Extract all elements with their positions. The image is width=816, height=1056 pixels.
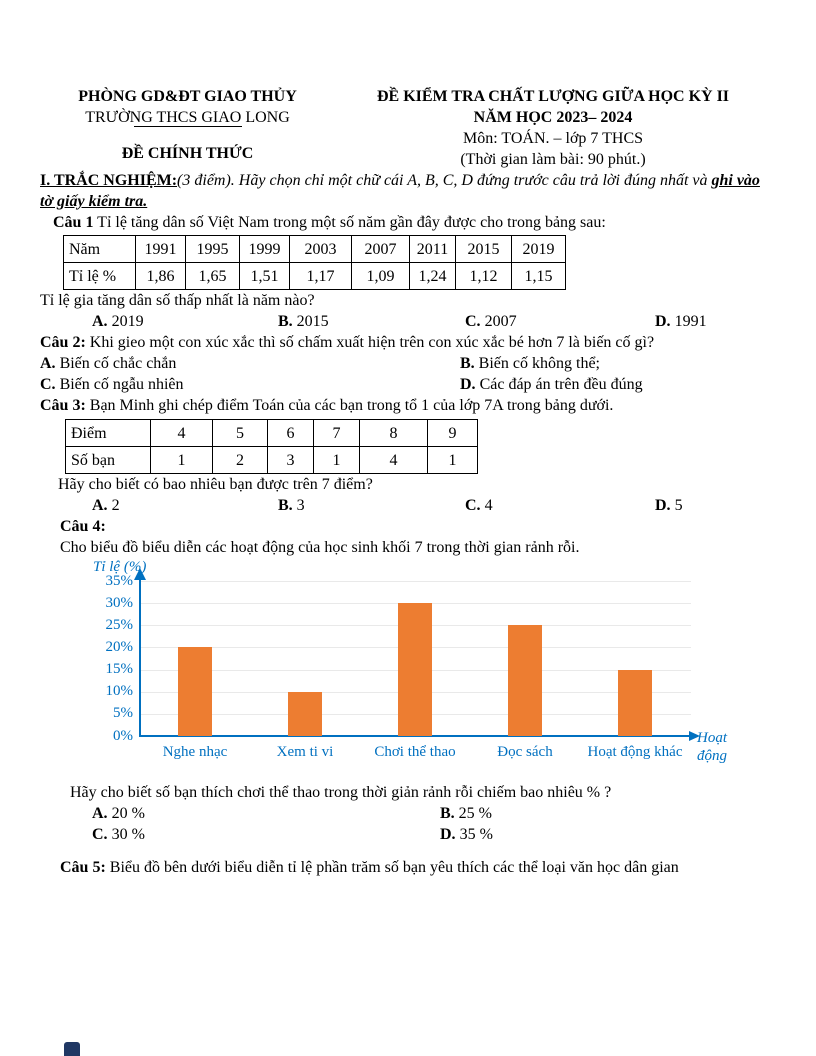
q3-option-d-letter: D. (655, 497, 671, 514)
question-5-text: Biểu đồ bên dưới biểu diễn tỉ lệ phần trăm số bạn yêu thích các thể loại văn học dân gian (105, 859, 679, 876)
chart-y-tick-label: 30% (105, 594, 133, 611)
q2-option-d-text: Các đáp án trên đều đúng (475, 376, 643, 393)
q4-option-b (440, 803, 771, 824)
q4-option-b-text: 25 % (454, 805, 492, 822)
q2-option-d (460, 374, 771, 395)
q2-option-a-letter: A. (40, 355, 56, 372)
table-cell: 4 (360, 447, 428, 474)
next-figure-fragment (64, 1042, 80, 1056)
question-4-prompt: Hãy cho biết số bạn thích chơi thể thao trong thời giản rảnh rỗi chiếm bao nhiêu % ? (70, 784, 612, 801)
chart-y-tick-label: 5% (113, 705, 133, 722)
section-heading-label: I. TRẮC NGHIỆM: (40, 172, 178, 189)
q4-option-a-text: 20 % (107, 805, 145, 822)
table-cell: 6 (268, 420, 314, 447)
chart-category-label: Nghe nhạc (162, 744, 228, 760)
table-cell: 1,09 (352, 263, 410, 290)
q4-option-a-letter: A. (92, 805, 108, 822)
table-cell: 5 (213, 420, 268, 447)
chart-y-tick-label: 15% (105, 661, 133, 678)
chart-gridline (141, 581, 691, 582)
chart-y-tick-label: 0% (113, 727, 133, 744)
section-instructions-emphasis: ghi vào tờ giấy kiểm tra. (40, 172, 760, 210)
chart-category-label: Đọc sách (497, 744, 553, 760)
q2-option-a-text: Biến cố chắc chắn (55, 355, 177, 372)
q3-option-b-letter: B. (278, 497, 293, 514)
table-row (64, 263, 566, 290)
activities-bar-chart (85, 561, 785, 776)
chart-bar (288, 692, 322, 736)
table-cell: 1,15 (512, 263, 566, 290)
question-5-label: Câu 5: (60, 859, 106, 876)
table-cell: 8 (360, 420, 428, 447)
section-heading (40, 170, 771, 212)
q3-option-a (92, 495, 278, 516)
exam-title: ĐỀ KIỂM TRA CHẤT LƯỢNG GIỮA HỌC KỲ II (376, 88, 730, 105)
q3-option-b (278, 495, 465, 516)
school-year: NĂM HỌC 2023– 2024 (473, 109, 633, 126)
q2-option-b-letter: B. (460, 355, 475, 372)
question-1-text: Tỉ lệ tăng dân số Việt Nam trong một số năm gần đây được cho trong bảng sau: (93, 214, 606, 231)
chart-y-axis-arrow-icon (134, 568, 146, 580)
table-cell: 1,51 (240, 263, 290, 290)
q2-option-b (460, 353, 771, 374)
question-3-label: Câu 3: (40, 397, 86, 414)
q4-option-c (92, 824, 440, 845)
q1-data-table (63, 235, 566, 290)
q3-option-d (655, 495, 771, 516)
question-3-text: Bạn Minh ghi chép điểm Toán của các bạn trong tổ 1 của lớp 7A trong bảng dưới. (85, 397, 614, 414)
chart-bar (398, 603, 432, 736)
q2-option-d-letter: D. (460, 376, 476, 393)
q3-option-a-text: 2 (107, 497, 120, 514)
question-4-options-row-1 (40, 803, 771, 824)
question-3-prompt: Hãy cho biết có bao nhiêu bạn được trên 7 điểm? (58, 476, 373, 493)
table-cell: 2007 (352, 236, 410, 263)
chart-y-tick-label: 35% (105, 572, 133, 589)
official-exam-label: ĐỀ CHÍNH THỨC (121, 145, 254, 162)
q4-option-d-letter: D. (440, 826, 456, 843)
question-1-prompt: Tỉ lệ gia tăng dân số thấp nhất là năm nào? (40, 292, 315, 309)
q4-option-c-letter: C. (92, 826, 108, 843)
q1-option-c-text: 2007 (480, 313, 517, 330)
table-cell: Năm (64, 236, 136, 263)
chart-y-tick-label: 20% (105, 638, 133, 655)
chart-bar (618, 670, 652, 736)
table-cell: 1,65 (186, 263, 240, 290)
table-cell: 7 (314, 420, 360, 447)
table-cell: 1995 (186, 236, 240, 263)
table-cell: 1999 (240, 236, 290, 263)
table-cell: 3 (268, 447, 314, 474)
chart-y-axis-line (139, 579, 141, 737)
table-cell: 9 (428, 420, 478, 447)
q3-option-a-letter: A. (92, 497, 108, 514)
chart-y-tick-label: 25% (105, 616, 133, 633)
header-right-column (335, 86, 771, 170)
table-cell: 1 (314, 447, 360, 474)
q1-option-a (92, 311, 278, 332)
q1-option-d (655, 311, 771, 332)
department-name: PHÒNG GD&ĐT GIAO THỦY (78, 88, 297, 105)
q4-option-a (92, 803, 440, 824)
question-1-options (40, 311, 771, 332)
chart-bar (508, 625, 542, 736)
chart-category-label: Xem ti vi (276, 744, 334, 760)
chart-y-tick-label: 10% (105, 683, 133, 700)
q1-option-b (278, 311, 465, 332)
table-cell: Số bạn (66, 447, 151, 474)
q3-data-table (65, 419, 478, 474)
question-2-options-row-2 (40, 374, 771, 395)
question-4-label: Câu 4: (60, 518, 106, 535)
chart-x-axis-arrow-icon (689, 731, 700, 741)
q3-option-d-text: 5 (670, 497, 683, 514)
chart-category-label: Chơi thể thao (374, 744, 456, 760)
question-2-label: Câu 2: (40, 334, 86, 351)
q2-option-c-text: Biến cố ngẫu nhiên (55, 376, 184, 393)
q1-option-b-text: 2015 (292, 313, 329, 330)
q4-option-d (440, 824, 771, 845)
chart-category-label: Hoạt động khác (587, 744, 683, 760)
table-cell: 2 (213, 447, 268, 474)
chart-x-axis-title: Hoạt động (697, 730, 727, 764)
q2-option-a (40, 353, 460, 374)
table-cell: 1991 (136, 236, 186, 263)
question-2-options-row-1 (40, 353, 771, 374)
q1-option-c-letter: C. (465, 313, 481, 330)
table-cell: 1,12 (456, 263, 512, 290)
table-cell: 1,17 (290, 263, 352, 290)
question-5-stem (40, 857, 771, 878)
table-cell: 1,86 (136, 263, 186, 290)
header-left-column (40, 86, 335, 170)
q3-option-c-letter: C. (465, 497, 481, 514)
question-4-intro: Cho biểu đồ biểu diễn các hoạt động của học sinh khối 7 trong thời gian rảnh rỗi. (60, 539, 580, 556)
q4-option-c-text: 30 % (107, 826, 145, 843)
table-row (66, 420, 478, 447)
q1-option-b-letter: B. (278, 313, 293, 330)
q3-option-c-text: 4 (480, 497, 493, 514)
question-1-label: Câu 1 (53, 214, 94, 231)
q2-option-b-text: Biến cố không thể; (474, 355, 600, 372)
table-cell: 4 (151, 420, 213, 447)
question-3-options (40, 495, 771, 516)
question-2-stem (40, 332, 771, 353)
question-1-stem (40, 212, 771, 233)
q3-option-c (465, 495, 655, 516)
table-row (64, 236, 566, 263)
q3-option-b-text: 3 (292, 497, 305, 514)
question-4-options-row-2 (40, 824, 771, 845)
table-row (66, 447, 478, 474)
q1-option-d-letter: D. (655, 313, 671, 330)
q1-option-a-letter: A. (92, 313, 108, 330)
q1-option-c (465, 311, 655, 332)
duration-line: (Thời gian làm bài: 90 phút.) (460, 151, 646, 168)
table-cell: 2003 (290, 236, 352, 263)
q1-option-d-text: 1991 (670, 313, 707, 330)
table-cell: 2011 (410, 236, 456, 263)
table-cell: 1 (151, 447, 213, 474)
q1-option-a-text: 2019 (107, 313, 144, 330)
table-cell: Tỉ lệ % (64, 263, 136, 290)
table-cell: 1 (428, 447, 478, 474)
chart-bar (178, 647, 212, 736)
question-2-text: Khi gieo một con xúc xắc thì số chấm xuất hiện trên con xúc xắc bé hơn 7 là biến cố gì? (85, 334, 655, 351)
table-cell: 1,24 (410, 263, 456, 290)
section-instructions: (3 điểm). Hãy chọn chỉ một chữ cái A, B, C, D đứng trước câu trả lời đúng nhất và (177, 172, 712, 189)
q2-option-c-letter: C. (40, 376, 56, 393)
question-3-stem (40, 395, 771, 416)
chart-y-axis-title: Tỉ lệ (%) (93, 559, 147, 575)
subject-line: Môn: TOÁN. – lớp 7 THCS (462, 130, 644, 147)
document-header (40, 86, 771, 170)
q4-option-d-text: 35 % (455, 826, 493, 843)
table-cell: 2019 (512, 236, 566, 263)
school-name: TRƯỜNG THCS GIAO LONG (85, 109, 290, 126)
table-cell: Điểm (66, 420, 151, 447)
table-cell: 2015 (456, 236, 512, 263)
q2-option-c (40, 374, 460, 395)
q4-option-b-letter: B. (440, 805, 455, 822)
